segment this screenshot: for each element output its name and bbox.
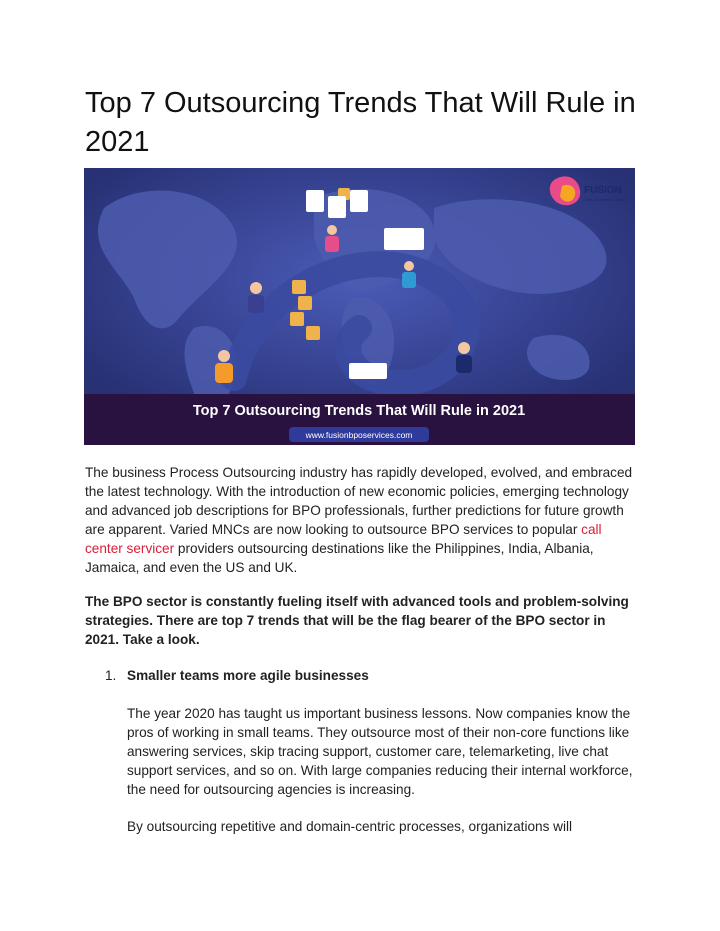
- lead-paragraph: The BPO sector is constantly fueling itself with advanced tools and problem-solving strategies. There are top 7 trends that will be the flag bearer of the BPO sector in 2021. Take a look.: [85, 594, 629, 647]
- list-paragraph-2: By outsourcing repetitive and domain-centric processes, organizations will: [127, 819, 573, 834]
- list-heading: Smaller teams more agile businesses: [127, 668, 369, 683]
- list-number: 1.: [105, 668, 117, 683]
- logo-tagline: Think of Business Connect: [584, 198, 626, 202]
- page-title: Top 7 Outsourcing Trends That Will Rule in 2021: [85, 87, 636, 158]
- intro-text-after: providers outsourcing destinations like the Philippines, India, Albania, Jamaica, and even the US and UK.: [85, 541, 594, 575]
- call-center-link[interactable]: call center servicer: [85, 522, 602, 556]
- hero-website: www.fusionbposervices.com: [305, 430, 413, 440]
- hero-banner-text: Top 7 Outsourcing Trends That Will Rule in 2021: [192, 403, 526, 419]
- list-paragraph-1: The year 2020 has taught us important business lessons. Now companies know the pros of working in small teams. They outsource most of their non-core functions like answering services, skip tracing support, customer care, telemarketing, live chat support services, and so on. With large companies reducing their internal workforce, the need for outsourcing agencies is increasing.: [127, 706, 633, 797]
- hero-image: [84, 168, 635, 445]
- logo-text: FUSION: [584, 185, 622, 196]
- intro-text-before: The business Process Outsourcing industry has rapidly developed, evolved, and embraced the latest technology. With the introduction of new economic policies, emerging technology and advanced job descriptions for BPO professionals, further predictions for future growth are apparent. Varied MNCs are now looking to outsource BPO services to popular: [85, 465, 633, 537]
- intro-paragraph: [85, 463, 640, 577]
